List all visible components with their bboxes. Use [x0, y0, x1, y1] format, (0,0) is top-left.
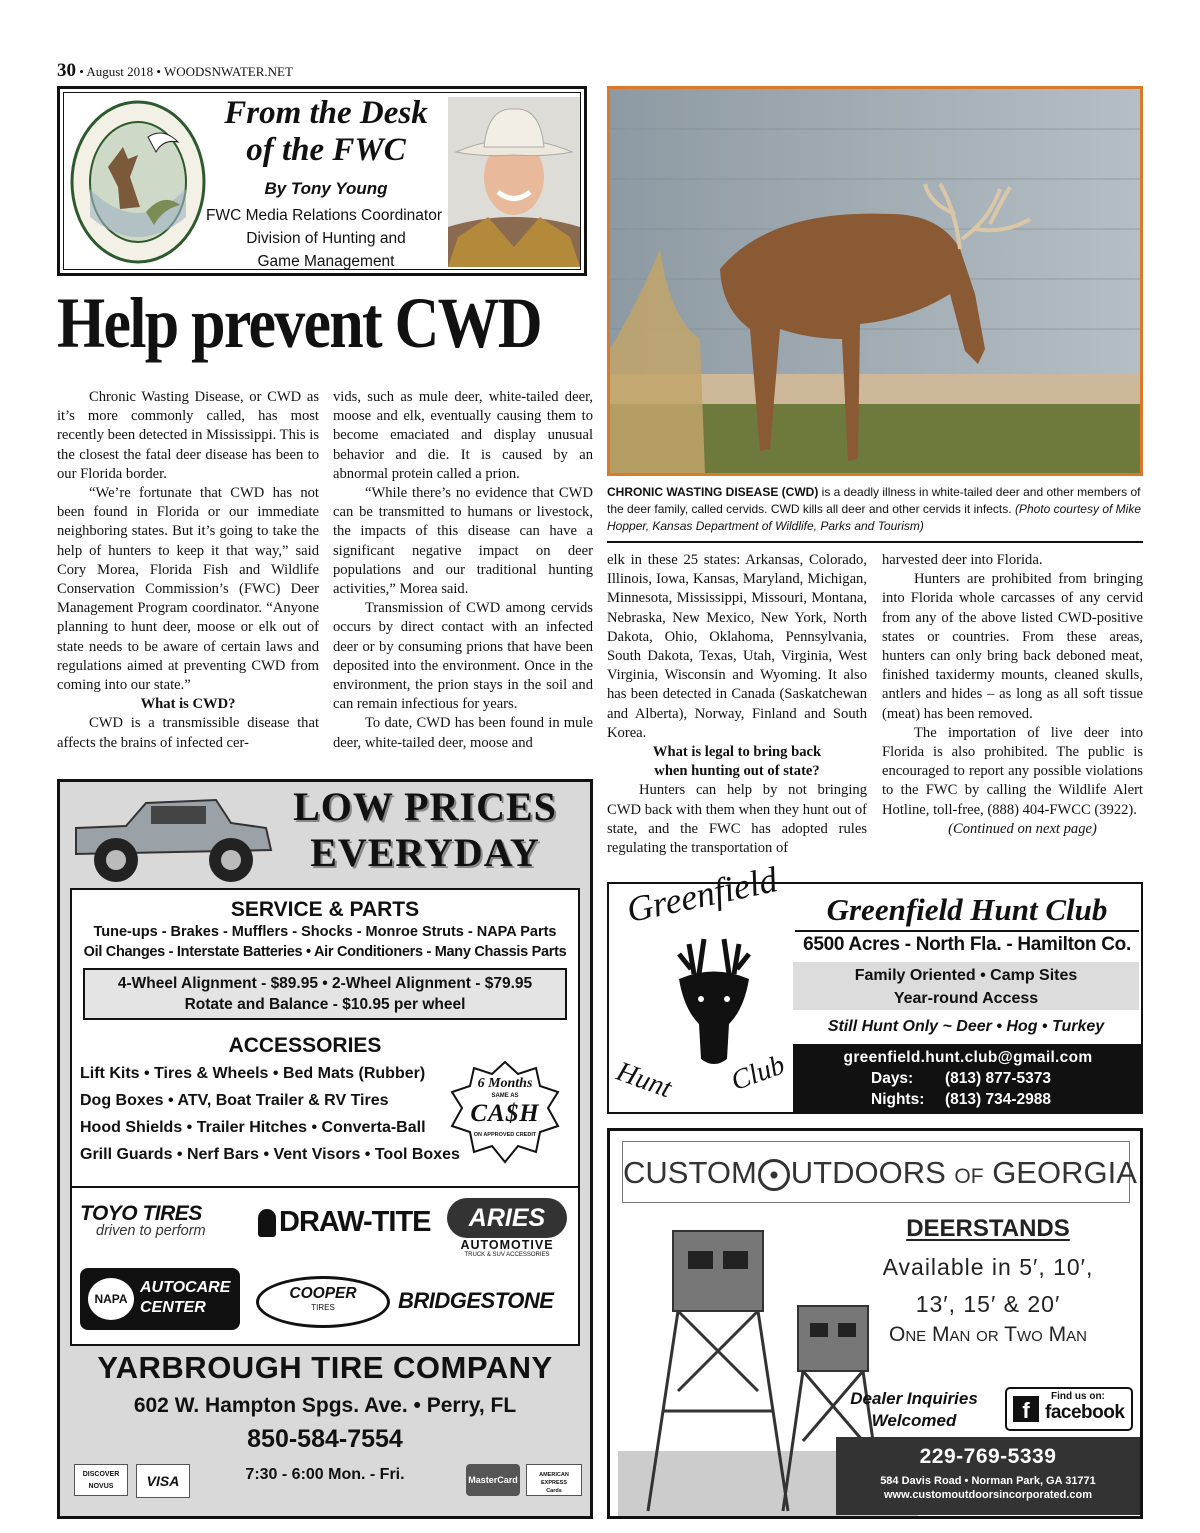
napa-emblem: [88, 1278, 134, 1320]
card-mastercard: [466, 1464, 520, 1496]
column-header-box: [57, 86, 587, 276]
article-paragraph: Hunters are prohibited from bringing into Florida whole carcasses of any cervid from any of the above listed CWD-positive states or countries. From these areas, hunters can only bring back deboned meat, finished taxidermy mounts, cleaned skulls, antlers and hides – as long as all soft tissue (meat) has been removed.: [882, 571, 1143, 722]
nights-row: [793, 1089, 1143, 1110]
one-two-man: One Man or Two Man: [889, 1323, 1087, 1346]
caption-rule: [607, 541, 1143, 543]
features-line2: Year-round Access: [893, 990, 1039, 1007]
brand-cooper-name: COOPER: [289, 1285, 357, 1302]
folio-date: August 2018: [86, 64, 154, 79]
facebook-badge[interactable]: [1005, 1387, 1133, 1431]
page-number: 30: [57, 60, 76, 81]
caption-text: is a deadly illness in white-tailed deer and other members of the deer family, called cervids. CWD kills all deer and other cervids it infects.: [607, 485, 1141, 516]
article-paragraph: elk in these 25 states: Arkansas, Colorado, Illinois, Iowa, Kansas, Maryland, Michigan, Minnesota, Mississippi, Missouri, Montana, Nebraska, New Mexico, New York, North Dakota, Ohio, Oklahoma, Pennsylvania, South Dakota, Texas, Utah, Virginia, West Virginia, Wisconsin and Wyoming. It also has been detected in Canada (Saskatchewan and Alberta), Norway, Finland and South Korea.: [607, 552, 867, 741]
badge-cash: CA$H: [470, 1100, 540, 1127]
greenfield-email[interactable]: greenfield.hunt.club@gmail.com: [843, 1049, 1093, 1066]
title-of: OF: [954, 1165, 984, 1188]
role-line3: Game Management: [257, 253, 395, 270]
accessories-line1: Lift Kits • Tires & Wheels • Bed Mats (Rubber): [80, 1065, 426, 1082]
article-col-3: [607, 551, 867, 858]
dealer-line2: Welcomed: [871, 1411, 957, 1430]
alignment-box: [83, 968, 567, 1020]
brands-box: [70, 1186, 580, 1346]
six-months-cash-badge: [450, 1060, 560, 1165]
service-line1: Tune-ups - Brakes - Mufflers - Shocks - Monroe Struts - NAPA Parts: [93, 924, 557, 940]
column-title-line1: From the Desk: [224, 95, 428, 131]
fb-name-label: facebook: [1045, 1402, 1125, 1423]
ad-headline: [260, 784, 590, 876]
custom-website[interactable]: www.customoutdoorsincorporated.com: [884, 1489, 1092, 1501]
fb-find-label: Find us on:: [1051, 1391, 1105, 1402]
article-paragraph: Chronic Wasting Disease, or CWD as it’s more commonly called, has most recently been detected in Mississippi. This is the closest the fatal deer disease has been to our Florida border.: [57, 389, 319, 482]
subhead-legal-line1: What is legal to bring back: [652, 744, 822, 761]
greenfield-script-hunt: Hunt: [612, 1056, 676, 1105]
card-visa: [136, 1464, 190, 1498]
brand-aries-name: ARIES: [468, 1204, 546, 1232]
subhead-legal-line2: when hunting out of state?: [654, 763, 820, 780]
fwc-seal-logo: [68, 97, 208, 267]
greenfield-subtitle: 6500 Acres - North Fla. - Hamilton Co.: [803, 934, 1131, 955]
days-row: [793, 1068, 1143, 1089]
deerstands-heading: DEERSTANDS: [906, 1215, 1070, 1242]
article-paragraph: To date, CWD has been found in mule deer, white-tailed deer, moose and: [333, 715, 593, 751]
brand-aries-tag: TRUCK & SUV ACCESSORIES: [464, 1252, 550, 1258]
folio: [57, 60, 293, 82]
nights-label: Nights:: [871, 1091, 925, 1108]
alignment-line2: Rotate and Balance - $10.95 per wheel: [184, 996, 466, 1013]
brand-aries: [442, 1198, 572, 1268]
available-sizes: [838, 1249, 1138, 1323]
hitch-icon: [258, 1209, 276, 1237]
article-paragraph: Hunters can help by not bringing CWD back with them when they hunt out of state, and the FWC has adopted rules regulating the transportation of: [607, 782, 867, 857]
continued-note: (Continued on next page): [948, 820, 1097, 837]
brand-toyo: [80, 1202, 245, 1239]
badge-bottom: ON APPROVED CREDIT: [473, 1132, 537, 1138]
article-paragraph: Transmission of CWD among cervids occurs by direct contact with an infected deer or by consuming prions that have been deposited into the environment. Once in the environment, the prion stays in the soil and can remain infectious for years.: [333, 600, 593, 713]
deer-image: [610, 89, 1140, 473]
card-discover-text: DISCOVER: [82, 1471, 120, 1478]
company-address: 602 W. Hampton Spgs. Ave. • Perry, FL: [133, 1394, 517, 1417]
author-role: [206, 204, 446, 273]
caption-lead: CHRONIC WASTING DISEASE (CWD): [607, 485, 819, 499]
ad-greenfield-hunt-club: [607, 859, 1143, 1114]
greenfield-title-rule: [795, 930, 1139, 932]
card-amex-text: AMERICAN EXPRESS: [539, 1472, 569, 1486]
brand-toyo-name: TOYO TIRES: [80, 1202, 202, 1225]
title-georgia: GEORGIA: [992, 1155, 1137, 1190]
custom-contact-box: [836, 1437, 1140, 1515]
still-hunt-line: Still Hunt Only ~ Deer • Hog • Turkey: [827, 1018, 1105, 1035]
dealer-inquiries: [834, 1388, 994, 1432]
brand-drawtite: [258, 1206, 431, 1239]
brand-napa-autocare: [80, 1268, 240, 1330]
byline: By Tony Young: [264, 179, 388, 198]
brand-drawtite-name: DRAW-TITE: [279, 1206, 431, 1238]
ad-headline-line2: EVERYDAY: [310, 830, 540, 875]
dealer-line1: Dealer Inquiries: [850, 1389, 978, 1408]
cwd-deer-photo: [607, 86, 1143, 476]
accessories-line4: Grill Guards • Nerf Bars • Vent Visors • Tool Boxes: [80, 1146, 460, 1163]
greenfield-title: Greenfield Hunt Club: [826, 892, 1108, 927]
article-paragraph: The importation of live deer into Florida is also prohibited. The public is encouraged to report any possible violations to the FWC by calling the Wildlife Alert Hotline, toll-free, (888) 404-FWCC (3922).: [882, 724, 1143, 818]
caption-credit: (Photo courtesy of Mike Hopper, Kansas Department of Wildlife, Parks and Tourism): [607, 502, 1141, 533]
folio-site: WOODSNWATER.NET: [163, 64, 293, 79]
article-col-2: [333, 388, 593, 753]
card-visa-text: VISA: [146, 1473, 180, 1489]
available-line1: Available in 5′, 10′,: [882, 1254, 1094, 1280]
card-amex: [526, 1464, 582, 1496]
services-box: [70, 888, 580, 1188]
subhead-what-is-cwd: What is CWD?: [140, 696, 236, 713]
lifted-truck-image: [66, 788, 276, 888]
service-title: SERVICE & PARTS: [230, 898, 420, 921]
available-line2: 13′, 15′ & 20′: [915, 1291, 1061, 1317]
role-line2: Division of Hunting and: [246, 230, 406, 247]
article-paragraph: CWD is a transmissible disease that affects the brains of infected cer-: [57, 715, 319, 751]
brand-autocare-name: AUTOCARE CENTER: [140, 1279, 231, 1316]
badge-top: 6 Months: [477, 1076, 533, 1091]
crosshair-icon: [758, 1159, 790, 1191]
card-discover: [74, 1464, 128, 1496]
brand-toyo-tag: driven to perform: [96, 1223, 206, 1239]
custom-outdoors-title: [622, 1141, 1137, 1203]
article-col-4: [882, 551, 1143, 839]
title-custom: CUSTOM: [623, 1155, 757, 1190]
features-line1: Family Oriented • Camp Sites: [854, 967, 1078, 984]
headline: Help prevent CWD: [57, 283, 541, 363]
custom-address: 584 Davis Road • Norman Park, GA 31771: [880, 1475, 1096, 1487]
brand-aries-sub: AUTOMOTIVE: [460, 1238, 554, 1252]
days-phone[interactable]: (813) 877-5373: [945, 1070, 1051, 1087]
business-hours: 7:30 - 6:00 Mon. - Fri.: [245, 1466, 405, 1483]
company-name: YARBROUGH TIRE COMPANY: [97, 1350, 553, 1385]
badge-mid: SAME AS: [491, 1093, 519, 1099]
column-title-line2: of the FWC: [246, 132, 406, 168]
brand-cooper: [256, 1276, 390, 1328]
column-title: [206, 95, 446, 169]
role-line1: FWC Media Relations Coordinator: [205, 207, 443, 224]
greenfield-script-top: Greenfield: [623, 859, 781, 931]
brand-cooper-sub: TIRES: [311, 1303, 335, 1312]
alignment-line1: 4-Wheel Alignment - $89.95 • 2-Wheel Alignment - $79.95: [117, 975, 533, 992]
photo-caption: [607, 484, 1143, 535]
author-photo: [448, 97, 580, 267]
card-novus-text: NOVUS: [88, 1483, 114, 1490]
accessories-line2: Dog Boxes • ATV, Boat Trailer & RV Tires: [80, 1092, 389, 1109]
accessories-line3: Hood Shields • Trailer Hitches • Converta-Ball: [80, 1119, 426, 1136]
greenfield-features: [793, 962, 1139, 1010]
greenfield-contact-box: [793, 1044, 1143, 1114]
brand-napa-name: NAPA: [94, 1292, 128, 1306]
title-outdoors: UTDOORS: [790, 1155, 946, 1190]
ad-yarbrough-tire: [57, 779, 593, 1519]
custom-phone[interactable]: 229-769-5339: [919, 1445, 1057, 1468]
folio-separator: •: [156, 64, 164, 79]
greenfield-script-club: Club: [727, 1049, 789, 1098]
article-paragraph: vids, such as mule deer, white-tailed deer, moose and elk, eventually causing them to become emaciated and display unusual behavior and die. It is caused by an abnormal protein called a prion.: [333, 389, 593, 482]
article-paragraph: “We’re fortunate that CWD has not been found in Florida or our immediate neighboring states. But it’s going to take the help of hunters to keep it that way,” said Cory Morea, Florida Fish and Wildlife Conservation Commission’s (FWC) Deer Management Program coordinator. “Anyone planning to hunt deer, moose or elk out of state needs to be aware of certain laws and regulations aimed at preventing CWD from coming into our state.”: [57, 485, 319, 694]
card-mastercard-text: MasterCard: [468, 1475, 518, 1485]
ad-custom-outdoors: [607, 1128, 1143, 1519]
card-amex-sub: Cards: [546, 1488, 562, 1494]
aries-emblem: [447, 1198, 567, 1238]
article-paragraph: harvested deer into Florida.: [882, 552, 1043, 568]
accessories-title: ACCESSORIES: [228, 1034, 382, 1057]
ad-headline-line1: LOW PRICES: [293, 784, 557, 829]
facebook-f-icon: f: [1013, 1396, 1039, 1422]
company-phone: 850-584-7554: [247, 1425, 403, 1453]
article-col-1: [57, 388, 319, 753]
article-paragraph: “While there’s no evidence that CWD can be transmitted to humans or livestock, the impacts of this disease can have a significant negative impact on deer populations and our traditional hunting activities,” Morea said.: [333, 485, 593, 598]
brand-bridgestone: BRIDGESTONE: [398, 1288, 554, 1313]
days-label: Days:: [871, 1070, 914, 1087]
folio-separator: •: [79, 64, 87, 79]
service-line2: Oil Changes - Interstate Batteries • Air Conditioners - Many Chassis Parts: [83, 944, 567, 960]
nights-phone[interactable]: (813) 734-2988: [945, 1091, 1051, 1108]
deer-head-logo: [649, 934, 779, 1074]
